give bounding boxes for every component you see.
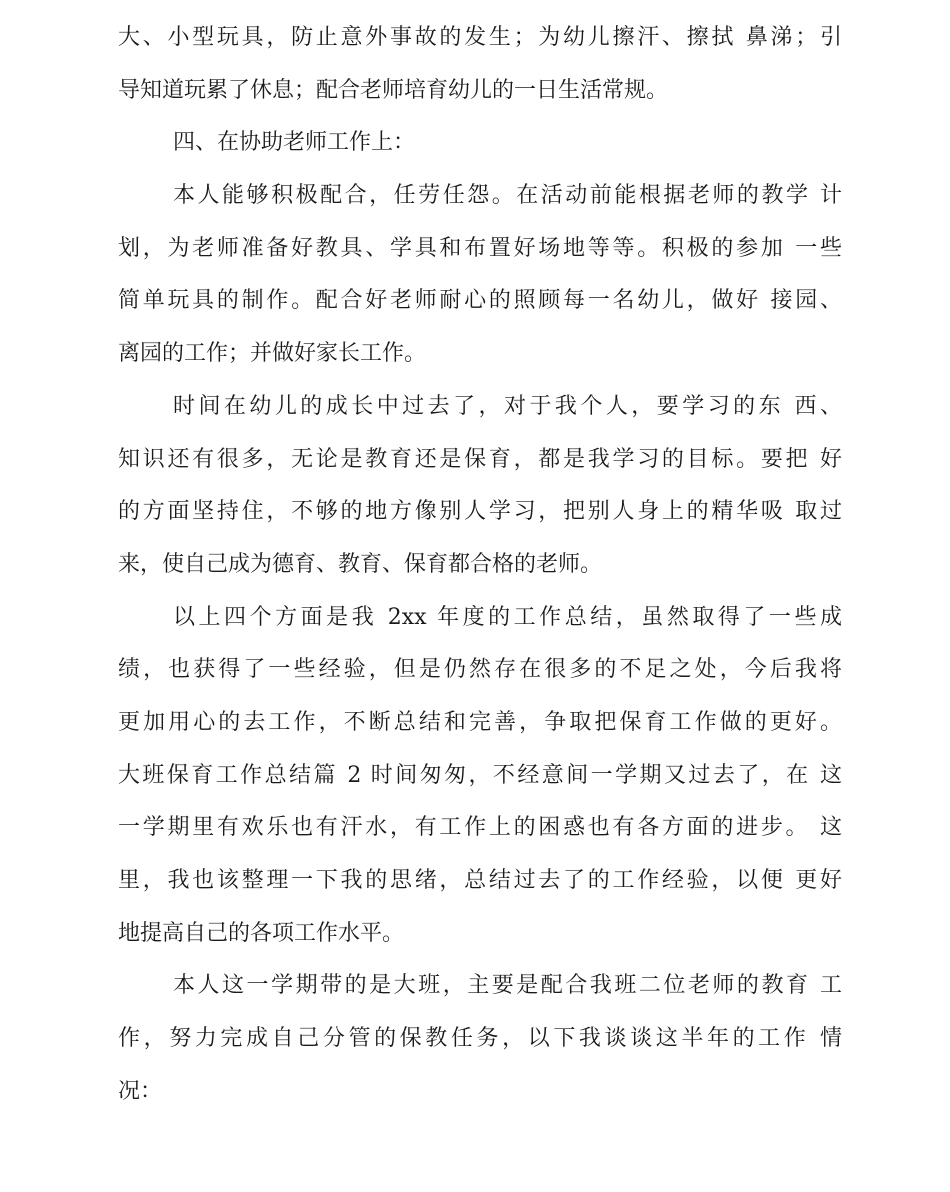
text-line: 来，使自己成为德育、教育、保育都合格的老师。	[118, 551, 603, 577]
text-line: 本人能够积极配合，任劳任怨。在活动前能根据老师的教学 计	[173, 183, 842, 209]
text-line: 里，我也该整理一下我的思绪，总结过去了的工作经验，以便 更好	[118, 868, 842, 893]
text-line: 导知道玩累了休息；配合老师培育幼儿的一日生活常规。	[118, 77, 669, 103]
text-line: 地提高自己的各项工作水平。	[118, 920, 405, 946]
text-line: 大、小型玩具，防止意外事故的发生；为幼儿擦汗、擦拭 鼻涕；引	[118, 25, 842, 50]
text-line: 本人这一学期带的是大班，主要是配合我班二位老师的教育 工	[173, 973, 842, 999]
text-line: 时间在幼儿的成长中过去了，对于我个人，要学习的东 西、	[173, 393, 842, 419]
text-line: 以上四个方面是我 2xx 年度的工作总结，虽然取得了一些成	[173, 604, 842, 630]
text-line: 划，为老师准备好教具、学具和布置好场地等等。积极的参加 一些	[118, 235, 842, 261]
text-line: 一学期里有欢乐也有汗水，有工作上的困惑也有各方面的进步。 这	[118, 815, 842, 841]
text-line: 绩，也获得了一些经验，但是仍然存在很多的不足之处，今后我将	[118, 657, 842, 683]
text-line: 大班保育工作总结篇 2 时间匆匆，不经意间一学期又过去了，在 这	[118, 762, 842, 788]
text-line: 的方面坚持住，不够的地方像别人学习，把别人身上的精华吸 取过	[118, 499, 842, 525]
text-line: 况：	[118, 1078, 163, 1104]
text-line: 作，努力完成自己分管的保教任务，以下我谈谈这半年的工作 情	[118, 1026, 842, 1052]
text-line: 更加用心的去工作，不断总结和完善，争取把保育工作做的更好。	[118, 709, 842, 735]
text-line: 简单玩具的制作。配合好老师耐心的照顾每一名幼儿，做好 接园、	[118, 288, 842, 314]
document-body	[118, 12, 842, 1118]
text-line: 四、在协助老师工作上：	[173, 130, 416, 156]
text-line: 知识还有很多，无论是教育还是保育，都是我学习的目标。要把 好	[118, 446, 842, 472]
text-line: 离园的工作；并做好家长工作。	[118, 341, 427, 367]
